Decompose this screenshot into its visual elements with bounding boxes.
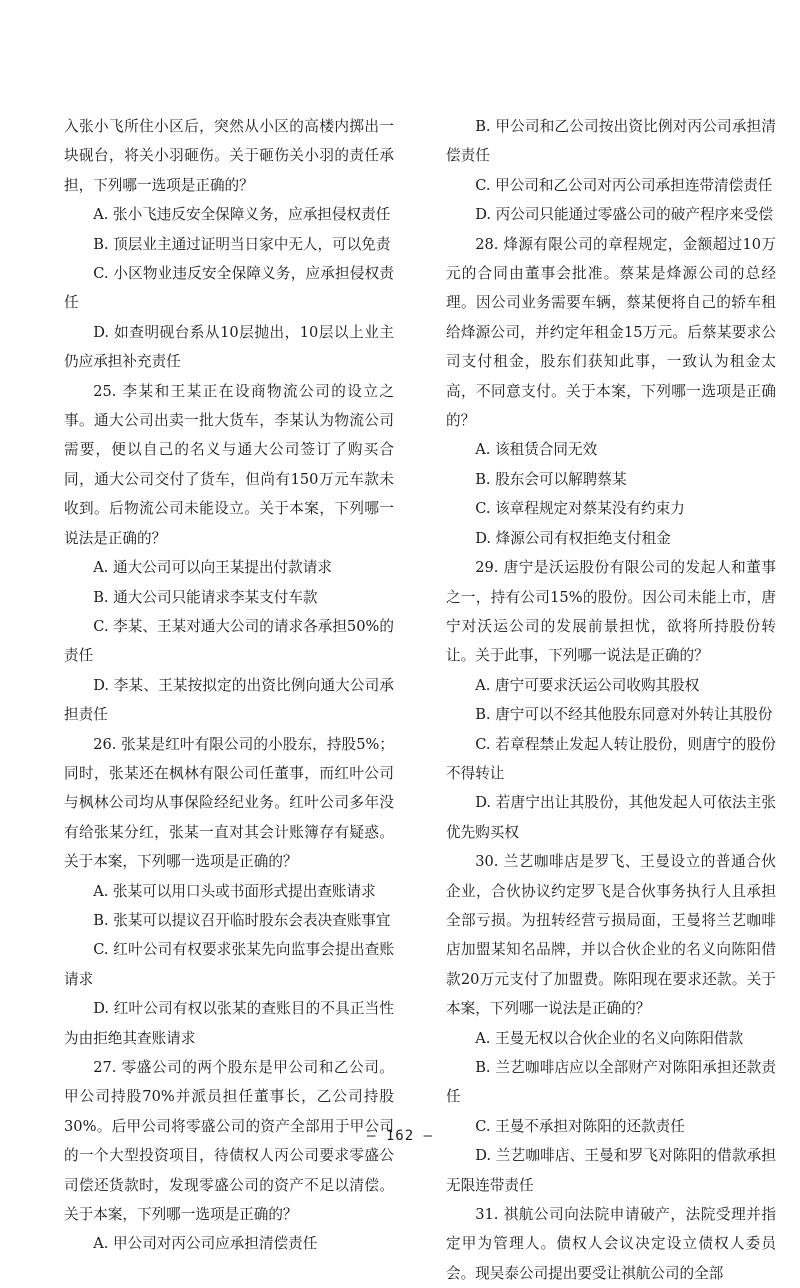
q29-option-c: C. 若章程禁止发起人转让股份，则唐宁的股份不得转让: [446, 735, 776, 782]
q25-option-a: A. 通大公司可以向王某提出付款请求: [93, 559, 332, 577]
page-number: — 162 —: [366, 1128, 433, 1144]
q28-option-b: B. 股东会可以解聘蔡某: [475, 470, 627, 488]
q31-stem: 31. 祺航公司向法院申请破产，法院受理并指定甲为管理人。债权人会议决定设立债权人委员会。现吴泰公司提出要受让祺航公司的全部: [446, 1206, 776, 1282]
q26-option-c: C. 红叶公司有权要求张某先向监事会提出查账请求: [64, 941, 394, 988]
q27-option-b: B. 甲公司和乙公司按出资比例对丙公司承担清偿责任: [446, 118, 776, 165]
q24-option-b: B. 顶层业主通过证明当日家中无人，可以免责: [93, 235, 391, 253]
q29-option-a: A. 唐宁可要求沃运公司收购其股权: [475, 676, 700, 694]
q28-stem: 28. 烽源有限公司的章程规定，金额超过10万元的合同由董事会批准。蔡某是烽源公司的总经理。因公司业务需要车辆，蔡某便将自己的轿车租给烽源公司，并约定年租金15万元。后蔡某要求公司支付租金，股东们获知此事，一致认为租金太高，不同意支付。关于本案，下列哪一选项是正确的？: [446, 235, 776, 430]
q24-option-c: C. 小区物业违反安全保障义务，应承担侵权责任: [64, 265, 394, 312]
left-column: [64, 112, 394, 1259]
q27-option-d: D. 丙公司只能通过零盛公司的破产程序来受偿: [475, 206, 773, 224]
q30-option-d: D. 兰艺咖啡店、王曼和罗飞对陈阳的借款承担无限连带责任: [446, 1147, 776, 1194]
q28-option-d: D. 烽源公司有权拒绝支付租金: [475, 529, 671, 547]
q24-option-d: D. 如查明砚台系从10层抛出，10层以上业主仍应承担补充责任: [64, 323, 394, 371]
q30-option-b: B. 兰艺咖啡店应以全部财产对陈阳承担还款责任: [446, 1059, 776, 1106]
q27-option-a: A. 甲公司对丙公司应承担清偿责任: [93, 1235, 318, 1253]
q30-option-c: C. 王曼不承担对陈阳的还款责任: [475, 1117, 685, 1135]
q29-option-b: B. 唐宁可以不经其他股东同意对外转让其股份: [475, 706, 773, 724]
q25-stem: 25. 李某和王某正在设商物流公司的设立之事。通大公司出卖一批大货车，李某认为物流公司需要，便以自己的名义与通大公司签订了购买合同，通大公司交付了货车，但尚有150万元车款未收到。后物流公司未能设立。关于本案，下列哪一说法是正确的？: [64, 382, 394, 547]
q25-option-d: D. 李某、王某按拟定的出资比例向通大公司承担责任: [64, 676, 394, 724]
q27-option-c: C. 甲公司和乙公司对丙公司承担连带清偿责任: [475, 176, 773, 194]
q25-option-b: B. 通大公司只能请求李某支付车款: [93, 588, 318, 606]
q29-stem: 29. 唐宁是沃运股份有限公司的发起人和董事之一，持有公司15%的股份。因公司未能上市，唐宁对沃运公司的发展前景担忧，欲将所持股份转让。关于此事，下列哪一说法是正确的？: [446, 559, 776, 665]
q30-option-a: A. 王曼无权以合伙企业的名义向陈阳借款: [475, 1029, 744, 1047]
q24-tail: 入张小飞所住小区后，突然从小区的高楼内掷出一块砚台，将关小羽砸伤。关于砸伤关小羽的责任承担，下列哪一选项是正确的？: [64, 118, 394, 194]
q30-stem: 30. 兰艺咖啡店是罗飞、王曼设立的普通合伙企业，合伙协议约定罗飞是合伙事务执行人且承担全部亏损。为扭转经营亏损局面，王曼将兰艺咖啡店加盟某知名品牌，并以合伙企业的名义向陈阳借款20万元支付了加盟费。陈阳现在要求还款。关于本案，下列哪一说法是正确的？: [446, 853, 776, 1018]
q26-option-d: D. 红叶公司有权以张某的查账目的不具正当性为由拒绝其查账请求: [64, 1000, 394, 1047]
q26-stem: 26. 张某是红叶有限公司的小股东，持股5%；同时，张某还在枫林有限公司任董事，而红叶公司与枫林公司均从事保险经纪业务。红叶公司多年没有给张某分红，张某一直对其会计账簿存有疑惑。关于本案，下列哪一选项是正确的？: [64, 735, 394, 871]
q28-option-a: A. 该租赁合同无效: [475, 441, 598, 459]
q29-option-d: D. 若唐宁出让其股份，其他发起人可依法主张优先购买权: [446, 794, 776, 841]
q28-option-c: C. 该章程规定对蔡某没有约束力: [475, 500, 685, 518]
q24-option-a: A. 张小飞违反安全保障义务，应承担侵权责任: [93, 206, 391, 224]
right-column: [446, 112, 776, 1288]
q27-stem: 27. 零盛公司的两个股东是甲公司和乙公司。甲公司持股70%并派员担任董事长，乙公司持股30%。后甲公司将零盛公司的资产全部用于甲公司的一个大型投资项目，待债权人丙公司要求零盛公司偿还货款时，发现零盛公司的资产不足以清偿。关于本案，下列哪一选项是正确的？: [64, 1059, 394, 1224]
q25-option-c: C. 李某、王某对通大公司的请求各承担50%的责任: [64, 617, 394, 665]
q26-option-b: B. 张某可以提议召开临时股东会表决查账事宜: [93, 911, 391, 929]
q26-option-a: A. 张某可以用口头或书面形式提出查账请求: [93, 882, 376, 900]
